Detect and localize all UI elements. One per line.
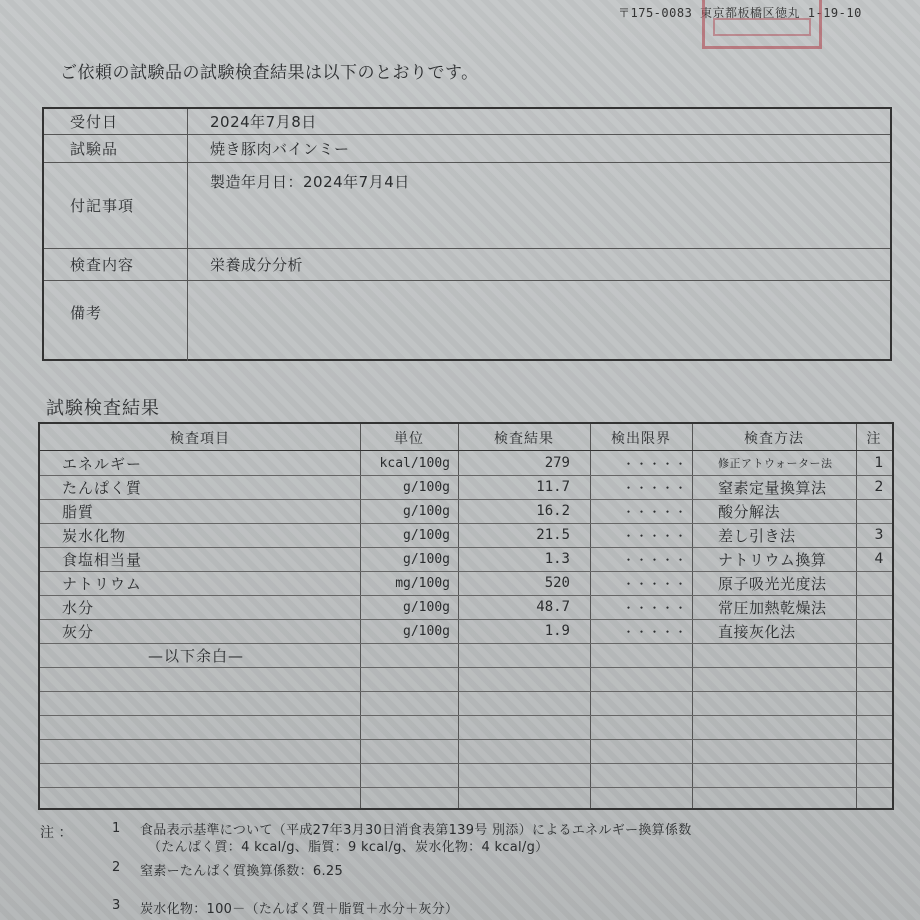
note-ash <box>864 619 894 643</box>
notes-heading: 注 ： <box>40 825 73 841</box>
note-1-text-line2: （たんぱく質：4 kcal/g、脂質：9 kcal/g、炭水化物：4 kcal/g） <box>148 840 549 855</box>
item-protein: たんぱく質 <box>62 478 143 497</box>
end-of-table-marker: —以下余白— <box>148 646 245 665</box>
row-divider <box>40 667 892 668</box>
result-salt: 1.3 <box>544 551 570 567</box>
note-1-number: 1 <box>112 821 121 836</box>
unit-salt: g/100g <box>403 551 450 567</box>
result-protein: 11.7 <box>536 479 570 495</box>
sample-label: 試験品 <box>44 135 188 162</box>
limit-protein: ・・・・・ <box>622 480 688 495</box>
col-divider <box>458 424 459 808</box>
method-salt: ナトリウム換算 <box>718 550 827 569</box>
note-3-text: 炭水化物：100－（たんぱく質＋脂質＋水分＋灰分） <box>140 902 459 917</box>
method-protein: 窒素定量換算法 <box>718 478 827 497</box>
note-sodium <box>864 571 894 595</box>
header-method: 検査方法 <box>744 431 804 447</box>
test-content-value: 栄養成分分析 <box>210 256 304 274</box>
item-sodium: ナトリウム <box>62 574 142 593</box>
intro-text: ご依頼の試験品の試験検査結果は以下のとおりです。 <box>60 63 479 83</box>
results-table <box>38 422 894 810</box>
sample-info-table <box>42 107 892 361</box>
remarks-label: 付記事項 <box>44 163 188 248</box>
limit-carbohydrate: ・・・・・ <box>622 528 688 543</box>
test-content-label: 検査内容 <box>44 249 188 280</box>
item-carbohydrate: 炭水化物 <box>62 526 127 545</box>
received-date-value: 2024年7月8日 <box>210 113 317 131</box>
header-item: 検査項目 <box>170 431 230 447</box>
method-moisture: 常圧加熱乾燥法 <box>718 598 827 617</box>
unit-energy: kcal/100g <box>379 455 450 471</box>
note-fat <box>864 499 894 523</box>
row-divider <box>40 715 892 716</box>
note-protein: 2 <box>874 479 884 495</box>
result-carbohydrate: 21.5 <box>536 527 570 543</box>
unit-ash: g/100g <box>403 623 450 639</box>
remarks-row <box>44 163 890 249</box>
limit-fat: ・・・・・ <box>622 504 688 519</box>
note-salt: 4 <box>874 551 884 567</box>
unit-carbohydrate: g/100g <box>403 527 450 543</box>
header-result: 検査結果 <box>494 431 554 447</box>
header-limit: 検出限界 <box>611 431 671 447</box>
row-divider <box>40 739 892 740</box>
header-note: 注 <box>866 431 882 447</box>
item-fat: 脂質 <box>62 502 95 521</box>
item-ash: 灰分 <box>62 622 95 641</box>
notes-value <box>210 281 890 361</box>
sample-value: 焼き豚肉バインミー <box>210 140 350 158</box>
limit-salt: ・・・・・ <box>622 552 688 567</box>
item-salt: 食塩相当量 <box>62 550 143 569</box>
row-divider <box>40 691 892 692</box>
company-seal-stamp <box>702 0 822 49</box>
received-date-label: 受付日 <box>44 109 188 134</box>
result-sodium: 520 <box>544 575 570 591</box>
note-carbohydrate: 3 <box>874 527 884 543</box>
limit-energy: ・・・・・ <box>622 456 688 471</box>
item-energy: エネルギー <box>62 454 143 473</box>
remarks-value: 製造年月日：2024年7月4日 <box>210 173 410 191</box>
notes-row <box>44 281 890 361</box>
result-fat: 16.2 <box>536 503 570 519</box>
unit-protein: g/100g <box>403 479 450 495</box>
result-energy: 279 <box>544 455 570 471</box>
limit-sodium: ・・・・・ <box>622 576 688 591</box>
unit-sodium: mg/100g <box>395 575 450 591</box>
method-ash: 直接灰化法 <box>718 622 796 641</box>
row-divider <box>40 763 892 764</box>
lab-address: 〒175-0083 東京都板橋区徳丸 1-19-10 <box>618 6 862 20</box>
method-fat: 酸分解法 <box>718 502 781 521</box>
note-2-number: 2 <box>112 860 121 875</box>
note-2-text: 窒素ーたんぱく質換算係数：6.25 <box>140 864 344 879</box>
notes-label: 備考 <box>44 281 188 361</box>
method-carbohydrate: 差し引き法 <box>718 526 796 545</box>
item-moisture: 水分 <box>62 598 95 617</box>
col-divider <box>856 424 857 808</box>
results-title: 試験検査結果 <box>46 398 160 419</box>
header-unit: 単位 <box>394 431 424 447</box>
row-divider <box>40 787 892 788</box>
limit-ash: ・・・・・ <box>622 624 688 639</box>
unit-fat: g/100g <box>403 503 450 519</box>
sample-row <box>44 135 890 163</box>
unit-moisture: g/100g <box>403 599 450 615</box>
received-date-row <box>44 109 890 135</box>
limit-moisture: ・・・・・ <box>622 600 688 615</box>
result-ash: 1.9 <box>544 623 570 639</box>
note-energy: 1 <box>874 455 884 471</box>
note-3-number: 3 <box>112 898 121 913</box>
method-sodium: 原子吸光光度法 <box>718 574 827 593</box>
note-1-text: 食品表示基準について（平成27年3月30日消食表第139号 別添）によるエネルギー換算係数 <box>140 823 692 838</box>
method-energy: 修正アトウォーター法 <box>718 457 833 470</box>
test-content-row <box>44 249 890 281</box>
note-moisture <box>864 595 894 619</box>
result-moisture: 48.7 <box>536 599 570 615</box>
